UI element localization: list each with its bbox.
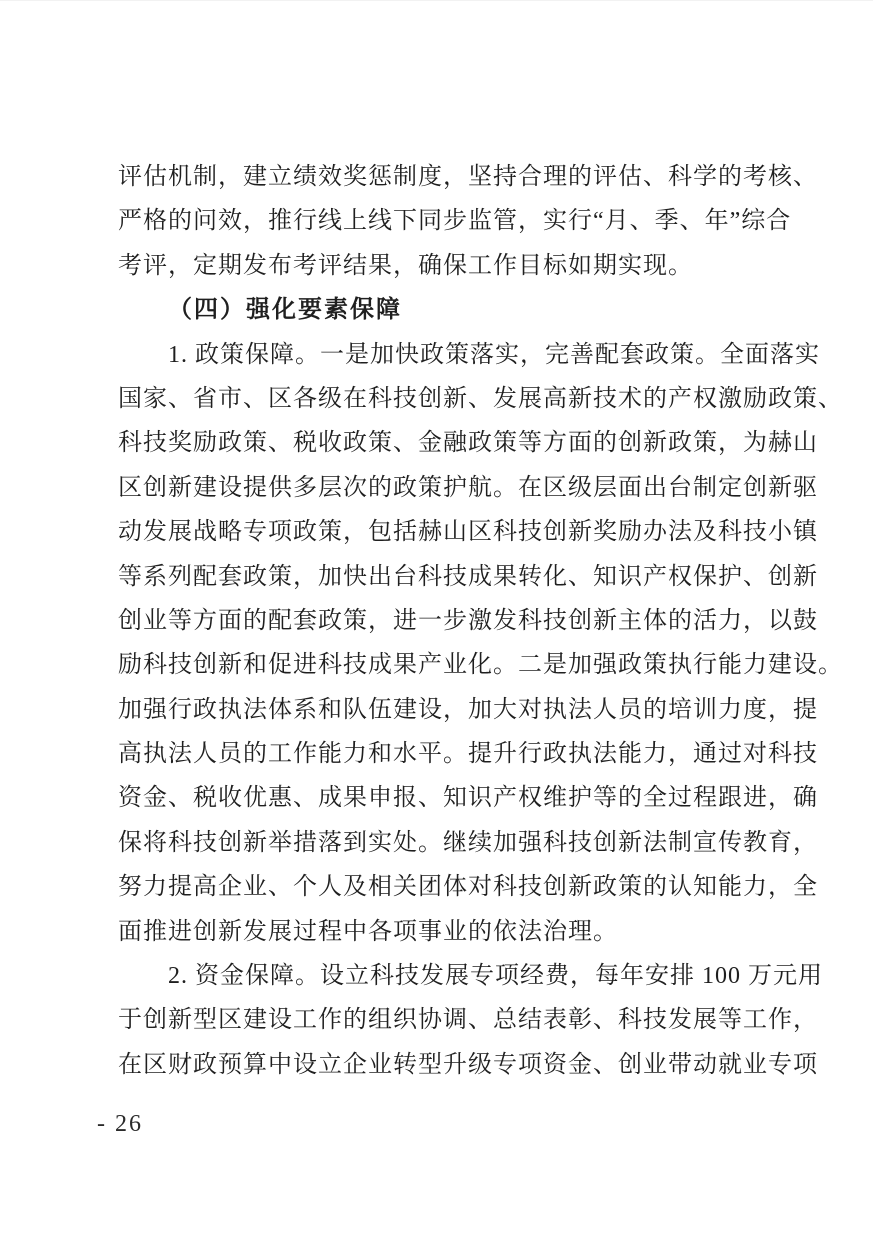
text-line: 励科技创新和促进科技成果产业化。二是加强政策执行能力建设。 — [118, 652, 843, 679]
text-line: 加强行政执法体系和队伍建设，加大对执法人员的培训力度，提 — [118, 696, 818, 723]
text-line: 区创新建设提供多层次的政策护航。在区级层面出台制定创新驱 — [118, 474, 818, 501]
text-line: 面推进创新发展过程中各项事业的依法治理。 — [118, 918, 618, 945]
text-line: 等系列配套政策，加快出台科技成果转化、知识产权保护、创新 — [118, 563, 818, 590]
paragraph-funding-guarantee — [118, 954, 823, 1087]
text-line: 高执法人员的工作能力和水平。提升行政执法能力，通过对科技 — [118, 741, 818, 768]
text-line: 科技奖励政策、税收政策、金融政策等方面的创新政策，为赫山 — [118, 430, 818, 457]
text-line: 保将科技创新举措落到实处。继续加强科技创新法制宣传教育， — [118, 829, 818, 856]
text-line: 动发展战略专项政策，包括赫山区科技创新奖励办法及科技小镇 — [118, 519, 818, 546]
text-line: 努力提高企业、个人及相关团体对科技创新政策的认知能力，全 — [118, 874, 818, 901]
text-line: 于创新型区建设工作的组织协调、总结表彰、科技发展等工作， — [118, 1007, 818, 1034]
paragraph-continuation — [118, 155, 818, 288]
document-body — [118, 155, 843, 1087]
page-number: - 26 — [97, 1111, 143, 1137]
text-line: 评估机制，建立绩效奖惩制度，坚持合理的评估、科学的考核、 — [118, 164, 818, 190]
text-line: 创业等方面的配套政策，进一步激发科技创新主体的活力，以鼓 — [118, 607, 818, 634]
text-line: 严格的问效，推行线上线下同步监管，实行“月、季、年”综合 — [118, 208, 792, 235]
text-line: 资金、税收优惠、成果申报、知识产权维护等的全过程跟进，确 — [118, 785, 818, 812]
text-line: 2. 资金保障。设立科技发展专项经费，每年安排 100 万元用 — [168, 963, 823, 990]
text-line: 1. 政策保障。一是加快政策落实，完善配套政策。全面落实 — [168, 341, 820, 368]
section-heading: （四）强化要素保障 — [168, 297, 402, 324]
text-line: 在区财政预算中设立企业转型升级专项资金、创业带动就业专项 — [118, 1051, 818, 1078]
text-line: 考评，定期发布考评结果，确保工作目标如期实现。 — [118, 252, 693, 279]
paragraph-policy-guarantee — [118, 333, 843, 954]
text-line: 国家、省市、区各级在科技创新、发展高新技术的产权激励政策、 — [118, 385, 843, 412]
